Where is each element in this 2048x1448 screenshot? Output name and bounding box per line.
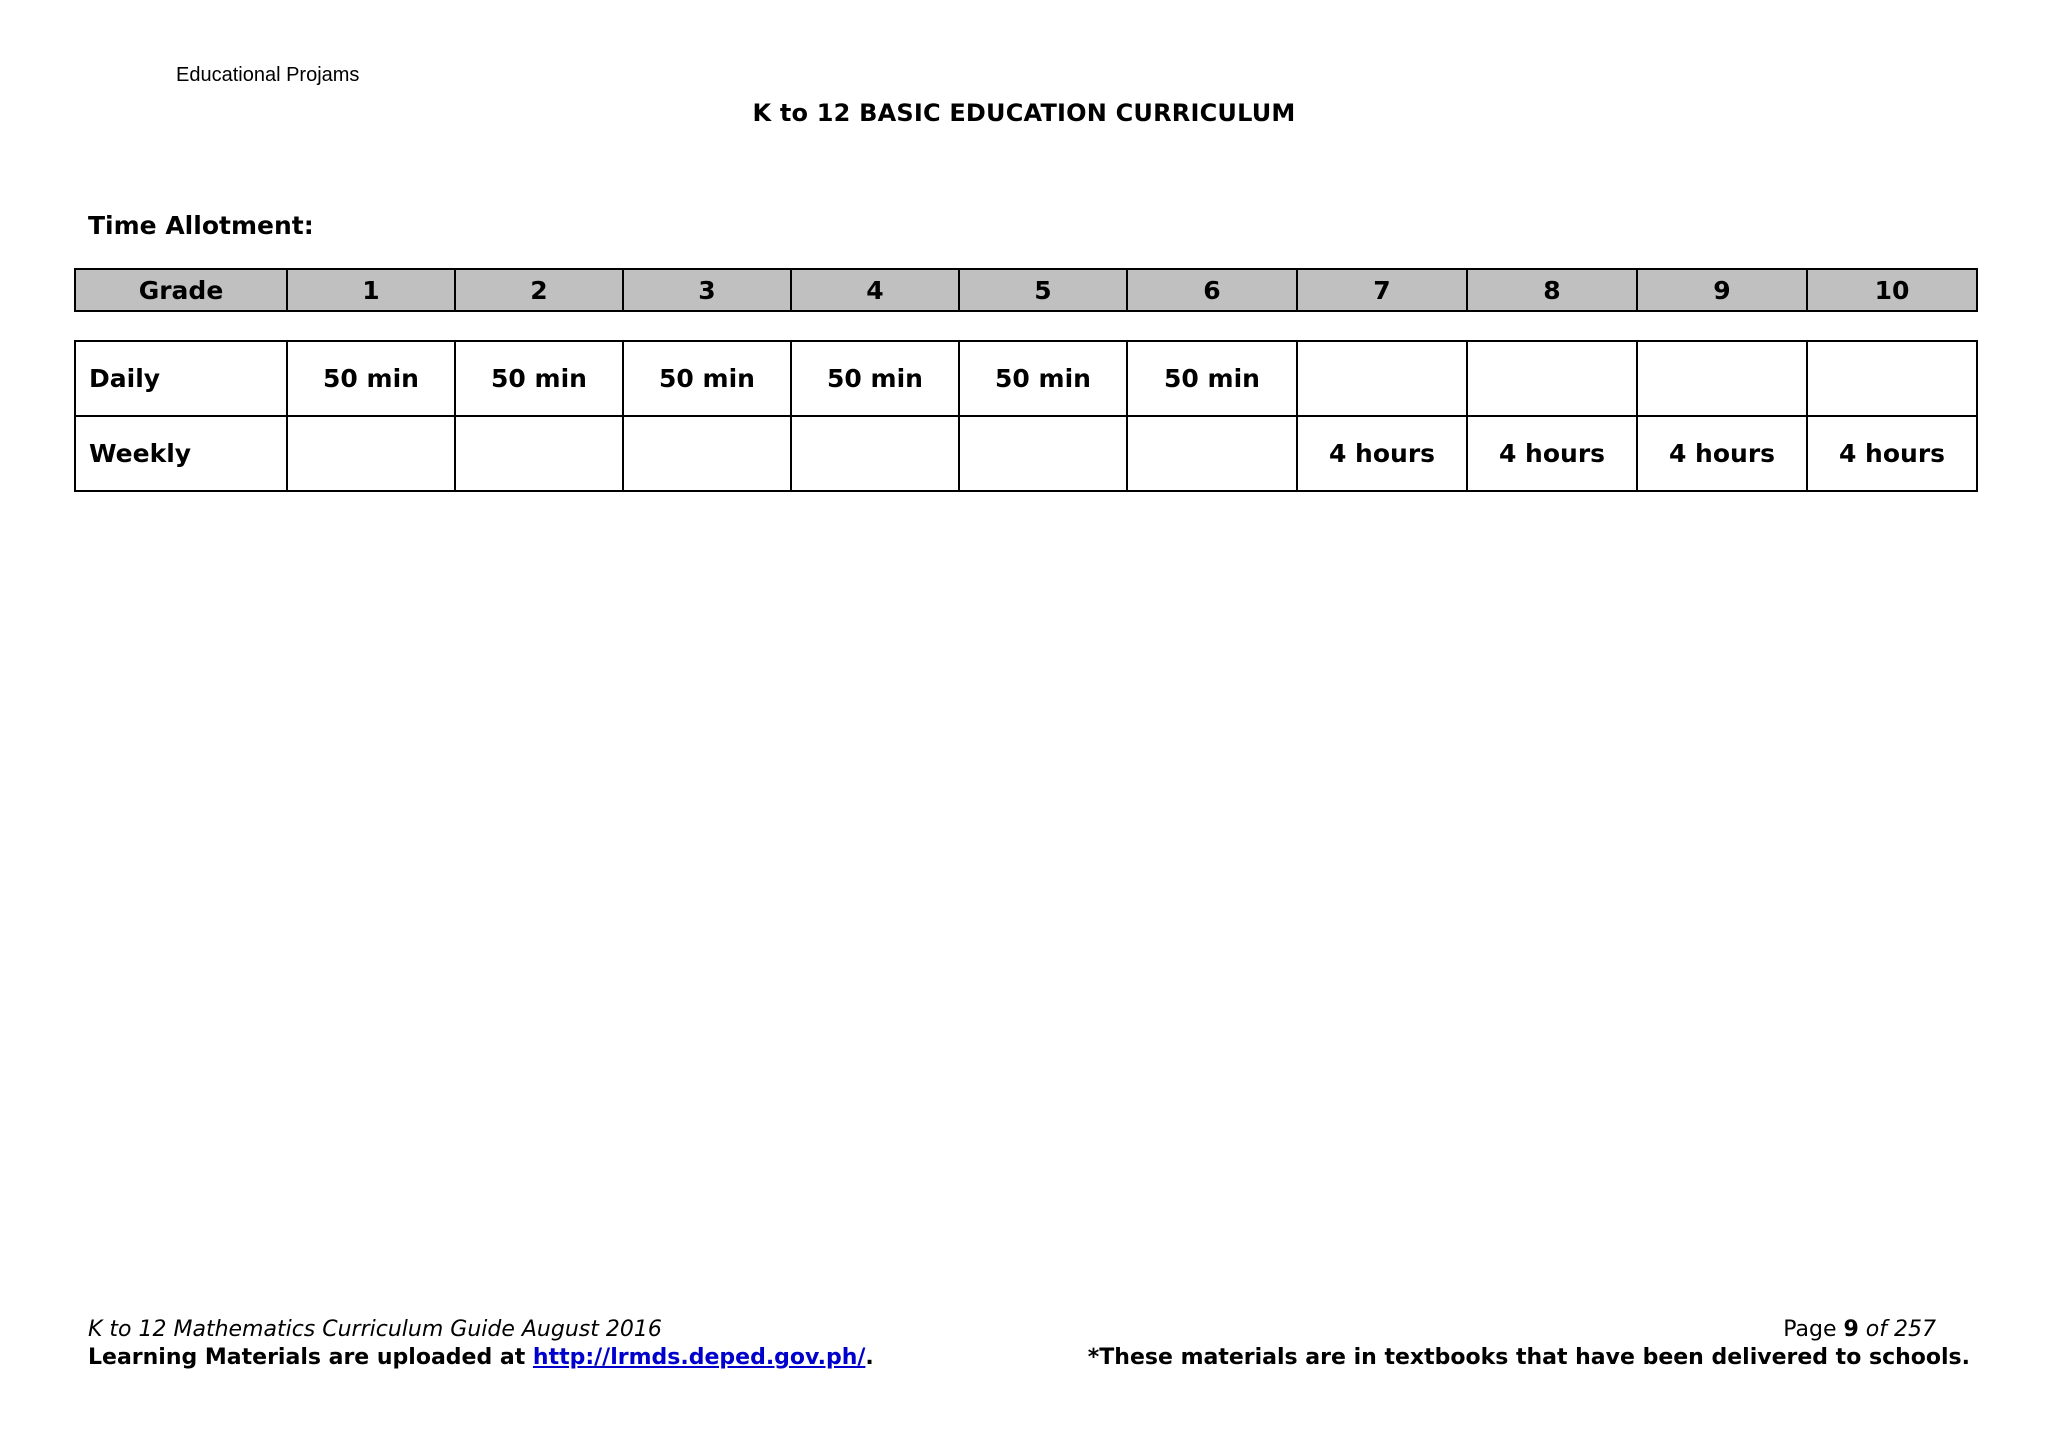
footer-note: *These materials are in textbooks that have been delivered to schools. [1087,1345,1970,1370]
grade-label-cell: Grade [75,269,287,311]
footer-upload-prefix: Learning Materials are uploaded at [88,1345,533,1370]
grade-header-table [74,268,1978,312]
time-cell [791,416,959,491]
footer-left [88,1316,874,1372]
time-cell: 50 min [1127,341,1297,416]
grade-cell: 5 [959,269,1127,311]
footer-upload-line [88,1344,874,1372]
time-cell [959,416,1127,491]
daily-row [75,341,1977,416]
time-cell [1637,341,1807,416]
time-cell [1467,341,1637,416]
time-cell [623,416,791,491]
row-label-daily: Daily [75,341,287,416]
time-cell [455,416,623,491]
time-cell [287,416,455,491]
page-indicator [1088,1316,1970,1344]
grade-cell: 9 [1637,269,1807,311]
grade-cell: 7 [1297,269,1467,311]
time-cell: 50 min [623,341,791,416]
time-cell: 4 hours [1467,416,1637,491]
grade-cell: 10 [1807,269,1977,311]
grade-cell: 3 [623,269,791,311]
time-cell [1297,341,1467,416]
time-cell: 4 hours [1807,416,1977,491]
time-cell: 50 min [455,341,623,416]
time-allotment-table [74,340,1978,492]
page-total: of 257 [1858,1317,1936,1342]
document-title: K to 12 BASIC EDUCATION CURRICULUM [752,99,1296,127]
time-cell: 4 hours [1297,416,1467,491]
lrmds-link[interactable]: http://lrmds.deped.gov.ph/ [532,1345,866,1370]
grade-cell: 4 [791,269,959,311]
grade-cell: 1 [287,269,455,311]
footer-guide-title: K to 12 Mathematics Curriculum Guide August 2016 [88,1317,662,1342]
row-label-weekly: Weekly [75,416,287,491]
time-cell [1127,416,1297,491]
section-title: Time Allotment: [88,211,314,240]
grade-row [75,269,1977,311]
grade-cell: 2 [455,269,623,311]
page-prefix: Page [1783,1317,1844,1342]
grade-cell: 6 [1127,269,1297,311]
time-cell: 50 min [959,341,1127,416]
time-cell: 50 min [791,341,959,416]
footer-upload-suffix: . [865,1345,874,1370]
weekly-row [75,416,1977,491]
time-cell: 50 min [287,341,455,416]
grade-cell: 8 [1467,269,1637,311]
time-cell [1807,341,1977,416]
time-cell: 4 hours [1637,416,1807,491]
footer-right [1088,1316,1970,1372]
watermark-text: Educational Projams [176,64,360,86]
page-number: 9 [1843,1317,1859,1342]
